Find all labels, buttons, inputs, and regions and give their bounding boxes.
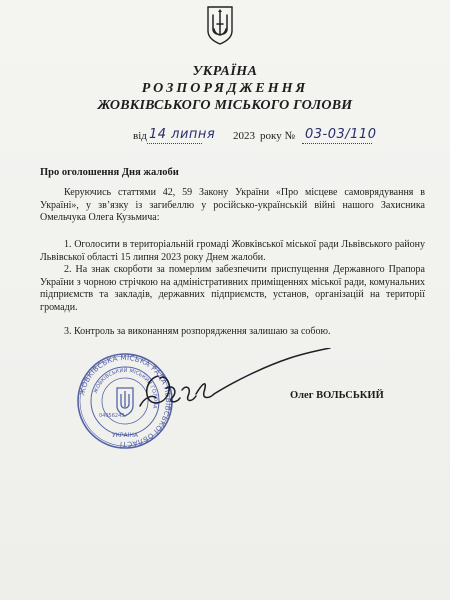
- handwritten-signature: [130, 348, 345, 418]
- svg-text:УКРАЇНА: УКРАЇНА: [111, 432, 139, 439]
- document-subject: Про оголошення Дня жалоби: [40, 167, 179, 178]
- header-country: УКРАЇНА: [192, 64, 258, 79]
- document-number: 03-03/110: [305, 127, 377, 142]
- preamble-paragraph: Керуючись статтями 42, 59 Закону України «Про місцеве самоврядування в Україні», у зв’язку із загибеллю у російсько-українській війні нашого Захисника Омельчука Олега Кузьмича:: [40, 187, 425, 223]
- item-3-paragraph: 3. Контроль за виконанням розпорядження залишаю за собою.: [64, 326, 331, 337]
- header-document-type: РОЗПОРЯДЖЕННЯ: [141, 81, 309, 96]
- svg-text:ЖОВКІВСЬКИЙ МІСЬКИЙ ГОЛОВА: ЖОВКІВСЬКИЙ МІСЬКИЙ ГОЛОВА: [93, 367, 159, 410]
- date-number-label: року №: [260, 130, 295, 142]
- date-underline: [147, 143, 202, 144]
- svg-text:ЖОВКІВСЬКА МІСЬКА РАДА ЛЬВІВСЬ: ЖОВКІВСЬКА МІСЬКА РАДА ЛЬВІВСЬКОЇ ОБЛАСТІ: [78, 353, 173, 449]
- signer-name: Олег ВОЛЬСЬКИЙ: [290, 390, 384, 401]
- coat-of-arms-icon: [205, 5, 235, 45]
- number-underline: [302, 143, 372, 144]
- date-day-month: 14 липня: [149, 127, 216, 142]
- header-authority: ЖОВКІВСЬКОГО МІСЬКОГО ГОЛОВИ: [97, 98, 353, 113]
- date-year: 2023: [233, 130, 255, 142]
- item-2-paragraph: 2. На знак скорботи за померлим забезпечити приспущення Державного Прапора України з чорною стрічкою на адміністративних приміщеннях міської ради, комунальних підприємств та закладів, державних підприємств, установ, організацій на території громади.: [40, 264, 425, 313]
- date-from-label: від: [133, 130, 147, 142]
- item-1-paragraph: 1. Оголосити в територіальній громаді Жовківської міської ради Львівського району Львівської області 15 липня 2023 року Днем жалоби.: [40, 239, 425, 263]
- svg-text:04056243: 04056243: [99, 413, 125, 419]
